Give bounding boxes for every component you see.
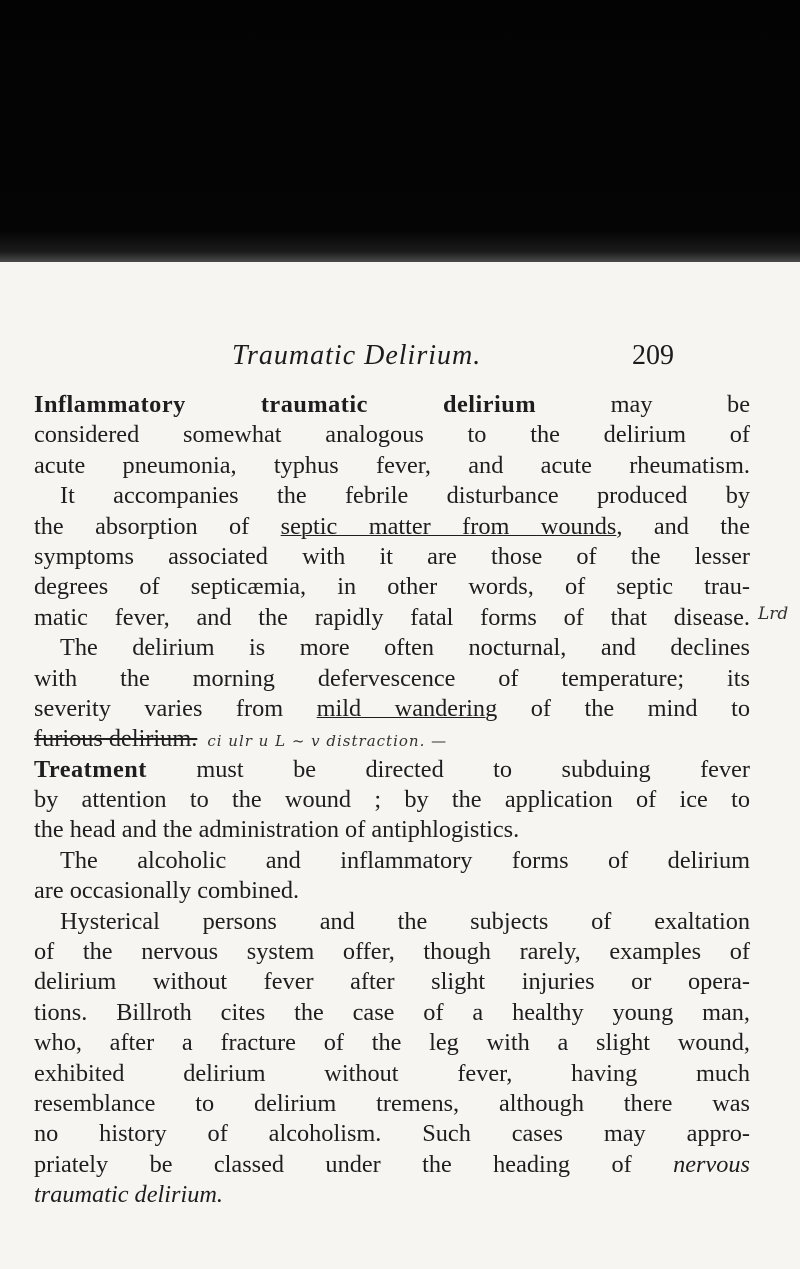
running-title: Traumatic Delirium. [232,340,482,371]
text-line: who, after a fracture of the leg with a slight wound, [34,1029,750,1057]
text-span: must be directed to subduing fever [146,755,750,783]
text-line: resemblance to delirium tremens, although there was [34,1089,750,1117]
text-span: may be [536,391,750,418]
text-line [34,1150,750,1180]
text-line: are occasionally combined. [34,877,300,905]
text-line: no history of alcoholism. Such cases may appro- [34,1120,750,1148]
text-line [34,512,750,542]
pencil-underline: septic matter from wounds [280,512,617,540]
handwritten-annotation: ci ulr u L ~ v distraction. — [207,732,448,751]
page-number: 209 [632,340,674,371]
text-line: It accompanies the febrile disturbance produced by [60,482,750,510]
text-line: traumatic delirium. [34,1181,223,1209]
scan-dark-border [0,0,800,262]
text-line: by attention to the wound ; by the application of ice to [34,786,750,814]
text-line: delirium without fever after slight injuries or opera- [34,968,750,996]
text-line: considered somewhat analogous to the delirium of [34,421,750,449]
pencil-underline: mild wandering [316,694,498,722]
text-line: Hysterical persons and the subjects of exaltation [60,907,750,935]
text-span: , and the [616,512,750,540]
section-lead: Treatment [34,755,147,783]
running-head [0,340,800,376]
text-line: the head and the administration of antiphlogistics. [34,816,520,844]
text-line: with the morning defervescence of temperature; its [34,664,750,692]
text-line [34,390,750,420]
text-line [34,694,750,724]
text-line: exhibited delirium without fever, having much [34,1059,750,1087]
text-line: matic fever, and the rapidly fatal forms of that disease. [34,603,750,631]
body-text [34,390,750,1211]
text-span: of the mind to [497,694,750,722]
text-line: symptoms associated with it are those of the lesser [34,542,750,570]
text-line: tions. Billroth cites the case of a healthy young man, [34,998,750,1026]
italic-term: nervous [673,1150,750,1178]
text-line: The delirium is more often nocturnal, and declines [60,634,750,662]
struck-text: furious delirium. [34,725,198,753]
text-line: The alcoholic and inflammatory forms of delirium [60,846,750,874]
text-line: degrees of septicæmia, in other words, of septic trau- [34,573,750,601]
text-span: priately be classed under the heading of [34,1150,674,1178]
text-line: acute pneumonia, typhus fever, and acute rheumatism. [34,451,750,479]
text-span: the absorption of [34,512,281,540]
section-lead: Inflammatory traumatic delirium [34,391,537,418]
margin-handwritten-note: Lrd [758,604,789,624]
text-span: severity varies from [34,694,317,722]
text-line: of the nervous system offer, though rarely, examples of [34,938,750,966]
text-line [34,755,750,785]
text-line [34,724,750,754]
